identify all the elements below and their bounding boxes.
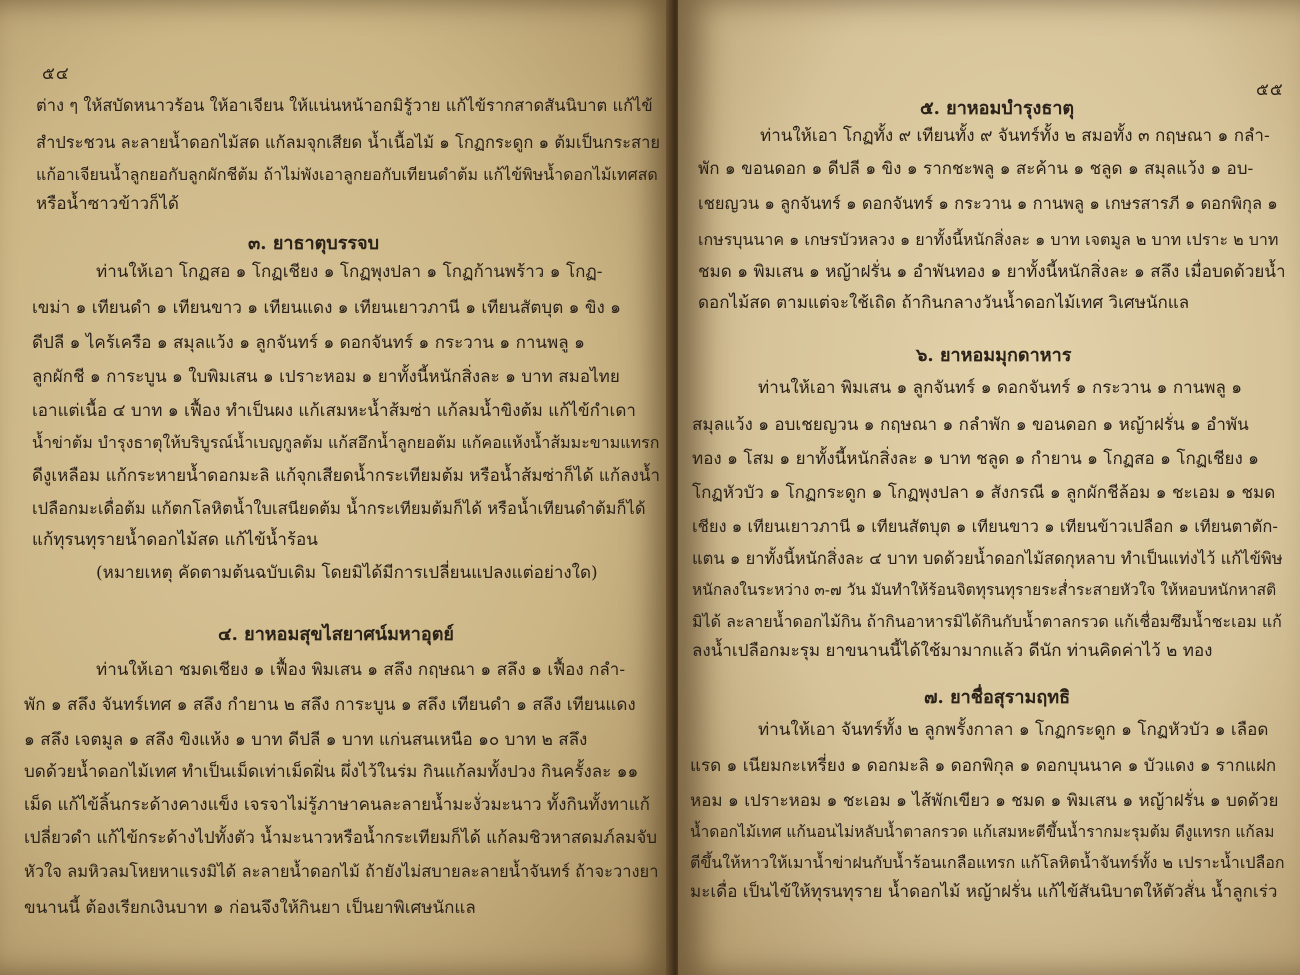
text-line: ท่านให้เอา โกฏสอ ๑ โกฏเชียง ๑ โกฏพุงปลา ๑ โกฏก้านพร้าว ๑ โกฏ- bbox=[96, 262, 603, 282]
text-line: ท่านให้เอา โกฏทั้ง ๙ เทียนทั้ง ๙ จันทร์ทั้ง ๒ สมอทั้ง ๓ กฤษณา ๑ กลำ- bbox=[760, 126, 1270, 146]
text-line: ตีขึ้นให้หาวให้เมาน้ำข่าฝนกับน้ำร้อนเกลือแทรก แก้โลหิตน้ำจันทร์ทั้ง ๒ เปราะน้ำเปลือก bbox=[690, 853, 1285, 872]
text-line: ดีปลี ๑ ไคร้เครือ ๑ สมุลแว้ง ๑ ลูกจันทร์ ๑ ดอกจันทร์ ๑ กระวาน ๑ กานพลู ๑ bbox=[32, 333, 585, 353]
text-line: แรด ๑ เนียมกะเหรี่ยง ๑ ดอกมะลิ ๑ ดอกพิกุล ๑ ดอกบุนนาค ๑ บัวแดง ๑ รากแฝก bbox=[690, 756, 1277, 776]
text-line: ลงน้ำเปลือกมะรุม ยาขนานนี้ได้ใช้มามากแล้ว ดีนัก ท่านคิดค่าไว้ ๒ ทอง bbox=[692, 641, 1213, 661]
text-line: เขม่า ๑ เทียนดำ ๑ เทียนขาว ๑ เทียนแดง ๑ เทียนเยาวภานี ๑ เทียนสัตบุต ๑ ขิง ๑ bbox=[32, 298, 621, 318]
text-line: ดอกไม้สด ตามแต่จะใช้เถิด ถ้ากินกลางวันน้ำดอกไม้เทศ วิเศษนักแล bbox=[698, 293, 1190, 313]
right-page bbox=[678, 0, 1300, 975]
text-line: โกฏหัวบัว ๑ โกฏกระดูก ๑ โกฏพุงปลา ๑ สังกรณี ๑ ลูกผักชีล้อม ๑ ชะเอม ๑ ชมด bbox=[692, 483, 1276, 503]
text-line: แก้ทุรนทุรายน้ำดอกไม้สด แก้ไข้น้ำร้อน bbox=[32, 530, 318, 550]
text-line: หรือน้ำซาวข้าวก็ได้ bbox=[36, 194, 179, 214]
text-line: ชมด ๑ พิมเสน ๑ หญ้าฝรั่น ๑ อำพันทอง ๑ ยาทั้งนี้หนักสิ่งละ ๑ สลึง เมื่อบดด้วยน้ำ bbox=[698, 262, 1286, 282]
text-line: ต่าง ๆ ให้สบัดหนาวร้อน ให้อาเจียน ให้แน่นหน้าอกมิรู้วาย แก้ไข้รากสาดสันนิบาต แก้ไข้ bbox=[36, 96, 653, 115]
text-line: ทอง ๑ โสม ๑ ยาทั้งนี้หนักสิ่งละ ๑ บาท ชลูด ๑ กำยาน ๑ โกฏสอ ๑ โกฏเชียง ๑ bbox=[692, 449, 1259, 469]
section-4-title: ๔. ยาหอมสุขไสยาศน์มหาอุตย์ bbox=[218, 624, 454, 645]
text-line: น้ำข่าต้ม บำรุงธาตุให้บริบูรณ์น้ำเบญกูลต้ม แก้สอึกน้ำลูกยอต้ม แก้คอแห้งน้ำส้มมะขามแทรก bbox=[32, 433, 660, 452]
text-line: หอม ๑ เปราะหอม ๑ ชะเอม ๑ ไส้พักเขียว ๑ ชมด ๑ พิมเสน ๑ หญ้าฝรั่น ๑ บดด้วย bbox=[690, 791, 1279, 811]
text-line: ท่านให้เอา พิมเสน ๑ ลูกจันทร์ ๑ ดอกจันทร์ ๑ กระวาน ๑ กานพลู ๑ bbox=[758, 378, 1243, 398]
text-line: น้ำดอกไม้เทศ แก้นอนไม่หลับน้ำตาลกรวด แก้เสมหะตีขึ้นน้ำรากมะรุมต้ม ดีงูแทรก แก้ลม bbox=[690, 823, 1275, 841]
text-line: ท่านให้เอา ชมดเชียง ๑ เฟื้อง พิมเสน ๑ สลึง กฤษณา ๑ สลึง ๑ เฟื้อง กลำ- bbox=[96, 660, 626, 680]
text-line: พัก ๑ สลึง จันทร์เทศ ๑ สลึง กำยาน ๒ สลึง การะบูน ๑ สลึง เทียนดำ ๑ สลึง เทียนแดง bbox=[24, 695, 636, 715]
text-line: เชยญวน ๑ ลูกจันทร์ ๑ ดอกจันทร์ ๑ กระวาน ๑ กานพลู ๑ เกษรสารภี ๑ ดอกพิกุล ๑ bbox=[698, 194, 1278, 213]
text-line: สำประชวน ละลายน้ำดอกไม้สด แก้ลมจุกเสียด น้ำเนื้อไม้ ๑ โกฏกระดูก ๑ ต้มเป็นกระสาย bbox=[36, 133, 661, 152]
section-7-title: ๗. ยาชื่อสุรามฤทธิ bbox=[924, 687, 1071, 708]
text-line: เม็ด แก้ไข้ลิ้นกระด้างคางแข็ง เจรจาไม่รู้ภาษาคนละลายน้ำมะงั่วมะนาว ทั้งกินทั้งทาแก้ bbox=[24, 795, 650, 815]
text-line: เปลี่ยวดำ แก้ไข้กระด้างไปทั้งตัว น้ำมะนาวหรือน้ำกระเทียมก็ได้ แก้ลมชิวหาสดมภ์ลมจับ bbox=[24, 828, 658, 848]
page-number-right: ๕๕ bbox=[1256, 80, 1284, 100]
text-line: ขนานนี้ ต้องเรียกเงินบาท ๑ ก่อนจึงให้กินยา เป็นยาพิเศษนักแล bbox=[24, 898, 476, 918]
text-line: บดด้วยน้ำดอกไม้เทศ ทำเป็นเม็ดเท่าเม็ดฝิ่น ผึ่งไว้ในร่ม กินแก้ลมทั้งปวง กินครั้งละ ๑๑ bbox=[24, 762, 639, 782]
section-5-title: ๕. ยาหอมบำรุงธาตุ bbox=[920, 98, 1075, 119]
section-3-title: ๓. ยาธาตุบรรจบ bbox=[248, 233, 380, 254]
text-line: หัวใจ ลมหิวลมโหยหาแรงมิได้ ละลายน้ำดอกไม้ ถ้ายังไม่สบายละลายน้ำจันทร์ ถ้าจะวางยา bbox=[24, 862, 659, 881]
text-line: ท่านให้เอา จันทร์ทั้ง ๒ ลูกพรั้งกาลา ๑ โกฏกระดูก ๑ โกฏหัวบัว ๑ เลือด bbox=[758, 720, 1269, 740]
text-line: มิได้ ละลายน้ำดอกไม้กิน ถ้ากินอาหารมิได้กินกับน้ำตาลกรวด แก้เชื่อมซึมน้ำชะเอม แก้ bbox=[692, 612, 1282, 631]
note: (หมายเหตุ คัดตามต้นฉบับเดิม โดยมิได้มีการเปลี่ยนแปลงแต่อย่างใด) bbox=[96, 563, 598, 583]
text-line: แก้อาเจียนน้ำลูกยอกับลูกผักชีต้ม ถ้าไม่พังเอาลูกยอกับเทียนดำต้ม แก้ไข้พิษน้ำดอกไม้เทศสด bbox=[36, 165, 658, 184]
text-line: เกษรบุนนาค ๑ เกษรบัวหลวง ๑ ยาทั้งนี้หนักสิ่งละ ๑ บาท เจตมูล ๒ บาท เปราะ ๒ บาท bbox=[698, 230, 1279, 249]
text-line: พัก ๑ ขอนดอก ๑ ดีปลี ๑ ขิง ๑ รากชะพลู ๑ สะค้าน ๑ ชลูด ๑ สมุลแว้ง ๑ อบ- bbox=[698, 159, 1254, 179]
section-6-title: ๖. ยาหอมมุกดาหาร bbox=[916, 345, 1072, 366]
text-line: ลูกผักชี ๑ การะบูน ๑ ใบพิมเสน ๑ เปราะหอม ๑ ยาทั้งนี้หนักสิ่งละ ๑ บาท สมอไทย bbox=[32, 367, 620, 387]
text-line: ดีงูเหลือม แก้กระหายน้ำดอกมะลิ แก้จุกเสียดน้ำกระเทียมต้ม หรือน้ำส้มซ่าก็ได้ แก้ลงน้ำ bbox=[32, 466, 661, 486]
text-line: มะเดื่อ เป็นไข้ให้ทุรนทุราย น้ำดอกไม้ หญ้าฝรั่น แก้ไข้สันนิบาตให้ตัวสั่น น้ำลูกเร่ว bbox=[690, 882, 1278, 902]
text-line: สมุลแว้ง ๑ อบเชยญวน ๑ กฤษณา ๑ กลำพัก ๑ ขอนดอก ๑ หญ้าฝรั่น ๑ อำพัน bbox=[692, 415, 1249, 435]
text-line: หนักลงในระหว่าง ๓-๗ วัน มันทำให้ร้อนจิตทุรนทุรายระส่ำระสายหัวใจ ให้หอบหนักหาสติ bbox=[692, 581, 1277, 599]
text-line: เอาแต่เนื้อ ๔ บาท ๑ เฟื้อง ทำเป็นผง แก้เสมหะน้ำส้มซ่า แก้ลมน้ำขิงต้ม แก้ไข้กำเดา bbox=[32, 401, 636, 421]
text-line: ๑ สลึง เจตมูล ๑ สลึง ขิงแห้ง ๑ บาท ดีปลี ๑ บาท แก่นสนเหนือ ๑๐ บาท ๒ สลึง bbox=[24, 730, 588, 750]
text-line: เชียง ๑ เทียนเยาวภานี ๑ เทียนสัตบุต ๑ เทียนขาว ๑ เทียนข้าวเปลือก ๑ เทียนตาตัก- bbox=[692, 517, 1278, 536]
text-line: แตน ๑ ยาทั้งนี้หนักสิ่งละ ๔ บาท บดด้วยน้ำดอกไม้สดกุหลาบ ทำเป็นแท่งไว้ แก้ไข้พิษ bbox=[692, 549, 1283, 568]
page-number-left: ๕๔ bbox=[42, 64, 70, 84]
text-line: เปลือกมะเดื่อต้ม แก้ตกโลหิตน้ำใบเสนียดต้ม น้ำกระเทียมต้มก็ได้ หรือน้ำเทียนดำต้มก็ได้ bbox=[32, 499, 646, 518]
